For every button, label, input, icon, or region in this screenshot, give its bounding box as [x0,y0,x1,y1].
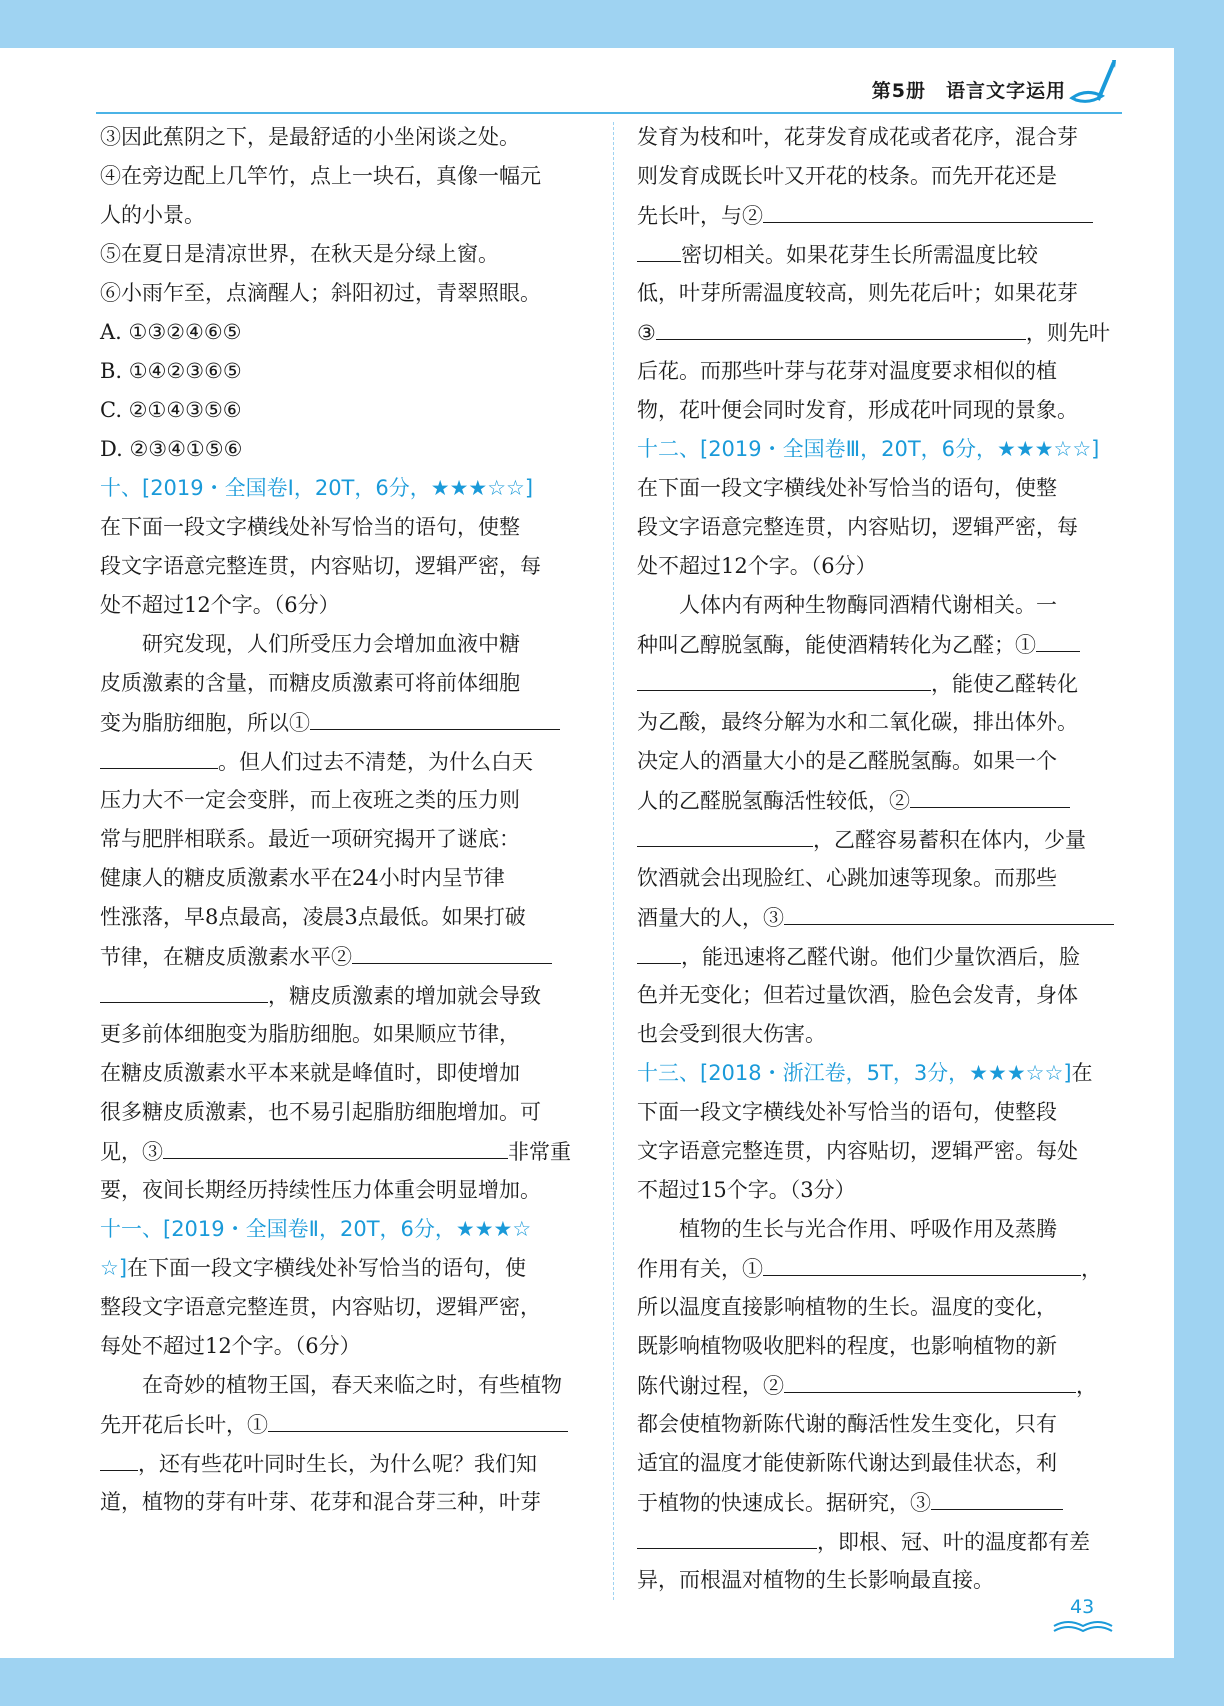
text-segment: ，乙醛容易蓄积在体内，少量 [813,828,1086,852]
text-line: 植物的生长与光合作用、呼吸作用及蒸腾 [679,1217,1057,1241]
answer-blank[interactable] [637,664,931,691]
text-line: 段文字语意完整连贯，内容贴切，逻辑严密，每 [100,554,541,578]
answer-blank[interactable] [656,313,1026,340]
text-line: 在下面一段文字横线处补写恰当的语句，使整 [637,476,1057,500]
text-line: 道，植物的芽有叶芽、花芽和混合芽三种，叶芽 [100,1490,541,1514]
text-line: 处不超过12个字。（6分） [637,554,877,578]
text-segment: ，则先叶 [1025,321,1110,345]
text-segment: ，还有些花叶同时生长，为什么呢？我们知 [138,1452,537,1476]
text-line: 决定人的酒量大小的是乙醛脱氢酶。如果一个 [637,749,1057,773]
answer-blank[interactable] [763,196,1093,223]
text-segment: 变为脂肪细胞，所以① [100,711,310,735]
answer-blank[interactable] [637,820,813,847]
question-11-heading-end: ☆] [100,1256,128,1280]
text-line: 在糖皮质激素水平本来就是峰值时，即使增加 [100,1061,520,1085]
left-column [100,118,586,1522]
text-segment: 先开花后长叶，① [100,1413,268,1437]
text-line: 段文字语意完整连贯，内容贴切，逻辑严密，每 [637,515,1078,539]
text-segment: 非常重 [508,1140,571,1164]
text-line: 不超过15个字。（3分） [637,1178,856,1202]
answer-blank[interactable] [100,742,218,769]
text-segment: 作用有关，① [637,1257,763,1281]
book-title: 第5册 语言文字运用 [871,80,1066,102]
text-line: ④在旁边配上几竿竹，点上一块石，真像一幅元 [100,164,541,188]
text-line: 健康人的糖皮质激素水平在24小时内呈节律 [100,866,505,890]
text-line: 在奇妙的植物王国，春天来临之时，有些植物 [142,1373,562,1397]
text-segment: 酒量大的人，③ [637,906,784,930]
text-line: 既影响植物吸收肥料的程度，也影响植物的新 [637,1334,1057,1358]
answer-blank[interactable] [637,1522,817,1549]
text-line: 皮质激素的含量，而糖皮质激素可将前体细胞 [100,671,520,695]
answer-blank[interactable] [784,1366,1076,1393]
pen-logo-icon [1068,58,1122,108]
text-segment: 于植物的快速成长。据研究，③ [637,1491,931,1515]
text-segment: ，能迅速将乙醛代谢。他们少量饮酒后，脸 [681,945,1080,969]
text-line: 处不超过12个字。（6分） [100,593,340,617]
text-line: 后花。而那些叶芽与花芽对温度要求相似的植 [637,359,1057,383]
option-b: B. ①④②③⑥⑤ [100,359,242,383]
text-line: 整段文字语意完整连贯，内容贴切，逻辑严密， [100,1295,541,1319]
page-number: 43 [1070,1596,1095,1618]
text-line: 压力大不一定会变胖，而上夜班之类的压力则 [100,788,520,812]
text-line: 人的小景。 [100,203,205,227]
answer-blank[interactable] [100,976,268,1003]
option-c: C. ②①④③⑤⑥ [100,398,242,422]
text-segment: ，糖皮质激素的增加就会导致 [268,984,541,1008]
text-line: 研究发现，人们所受压力会增加血液中糖 [142,632,520,656]
text-line: 适宜的温度才能使新陈代谢达到最佳状态，利 [637,1451,1057,1475]
text-line: 人体内有两种生物酶同酒精代谢相关。一 [679,593,1057,617]
text-segment: 在下面一段文字横线处补写恰当的语句，使 [127,1256,527,1280]
text-line: 也会受到很大伤害。 [637,1022,826,1046]
answer-blank[interactable] [1036,625,1080,652]
text-line: 发育为枝和叶，花芽发育成花或者花序，混合芽 [637,125,1078,149]
text-line: 色并无变化；但若过量饮酒，脸色会发青，身体 [637,983,1078,1007]
text-segment: 密切相关。如果花芽生长所需温度比较 [681,243,1038,267]
text-line: ⑤在夏日是清凉世界，在秋天是分绿上窗。 [100,242,499,266]
text-line: 饮酒就会出现脸红、心跳加速等现象。而那些 [637,866,1057,890]
text-line: 在下面一段文字横线处补写恰当的语句，使整 [100,515,520,539]
text-line: 更多前体细胞变为脂肪细胞。如果顺应节律， [100,1022,520,1046]
text-line: 所以温度直接影响植物的生长。温度的变化， [637,1295,1057,1319]
answer-blank[interactable] [352,937,552,964]
running-header [96,68,1122,114]
question-12-heading: 十二、[2019・全国卷Ⅲ，20T，6分，★★★☆☆] [637,437,1100,461]
text-segment: 陈代谢过程，② [637,1374,784,1398]
text-line: 异，而根温对植物的生长影响最直接。 [637,1568,994,1592]
text-segment: ，即根、冠、叶的温度都有差 [817,1530,1090,1554]
column-divider [613,122,614,1600]
text-line: 低，叶芽所需温度较高，则先花后叶；如果花芽 [637,281,1078,305]
right-column: 发育为枝和叶，花芽发育成花或者花序，混合芽 则发育成既长叶又开花的枝条。而先开花还是 先长叶，与② 密切相关。如果花芽生长所需温度比较 低，叶芽所需温度较高，则先花后叶；如果花芽 ③ ，则先叶 后花。而那些叶芽与花芽对温度要求相似的植 物，花叶便会同时发育，形成花叶同现的景象。 十二、[2019・全国卷Ⅲ，20T，6分，★★★☆☆] 在下面一段文字横线处补写恰当的语句，使整 段文字语意完整连贯，内容贴切，逻辑严密，每 处不超过12个字。（6分） 人体内有两种生物酶同酒精代谢相关。一 种叫乙醇脱氢酶，能使酒精转化为乙醛；① ，能使乙醛转化 为乙酸，最终分解为水和二氧化碳，排出体外。 决定人的酒量大小的是乙醛脱氢酶。如果一个 人的乙醛脱氢酶活性较低，② ，乙醛容易蓄积在体内，少量 饮酒就会出现脸红、心跳加速等现象。而那些 酒量大的人，③ ，能迅速将乙醛代谢。他们少量饮酒后，脸 色并无变化；但若过量饮酒，脸色会发青，身体 也会受到很大伤害。 十三、[2018・浙江卷，5T，3分，★★★☆☆]在 下面一段文字横线处补写恰当的语句，使整段 文字语意完整连贯，内容贴切，逻辑严密。每处 不超过15个字。（3分） 植物的生长与光合作用、呼吸作用及蒸腾 作用有关，① ， 所以温度直接影响植物的生长。温度的变化， 既影响植物吸收肥料的程度，也影响植物的新 陈代谢过程，② ， 都会使植物新陈代谢的酶活性发生变化，只有 适宜的温度才能使新陈代谢达到最佳状态，利 于植物的快速成长。据研究，③ ，即根、冠、叶的温度都有差 异，而根温对植物的生长影响最直接。 [637,118,1123,1600]
text-line: 性涨落，早8点最高，凌晨3点最低。如果打破 [100,905,526,929]
text-segment: 种叫乙醇脱氢酶，能使酒精转化为乙醛；① [637,633,1036,657]
question-13-heading: 十三、[2018・浙江卷，5T，3分，★★★☆☆] [637,1061,1072,1085]
question-11-heading: 十一、[2019・全国卷Ⅱ，20T，6分，★★★☆ [100,1217,532,1241]
text-segment: 见，③ [100,1140,163,1164]
answer-blank[interactable] [931,1483,1063,1510]
text-segment: 先长叶，与② [637,204,763,228]
question-10-heading: 十、[2019・全国卷Ⅰ，20T，6分，★★★☆☆] [100,476,534,500]
text-line: 很多糖皮质激素，也不易引起脂肪细胞增加。可 [100,1100,541,1124]
option-d: D. ②③④①⑤⑥ [100,437,243,461]
text-segment: 人的乙醛脱氢酶活性较低，② [637,789,910,813]
page [0,48,1174,1658]
text-line: ③因此蕉阴之下，是最舒适的小坐闲谈之处。 [100,125,520,149]
text-line: 物，花叶便会同时发育，形成花叶同现的景象。 [637,398,1078,422]
text-segment: 节律，在糖皮质激素水平② [100,945,352,969]
text-line: 下面一段文字横线处补写恰当的语句，使整段 [637,1100,1057,1124]
text-segment: 。但人们过去不清楚，为什么白天 [218,750,533,774]
text-line: 为乙酸，最终分解为水和二氧化碳，排出体外。 [637,710,1078,734]
answer-blank[interactable] [310,703,560,730]
text-line: ⑥小雨乍至，点滴醒人；斜阳初过，青翠照眼。 [100,281,541,305]
text-line: 常与肥胖相联系。最近一项研究揭开了谜底： [100,827,520,851]
text-line: 文字语意完整连贯，内容贴切，逻辑严密。每处 [637,1139,1078,1163]
text-line: 则发育成既长叶又开花的枝条。而先开花还是 [637,164,1057,188]
answer-blank[interactable] [637,937,681,964]
book-wave-icon [1052,1618,1114,1638]
option-a: A. ①③②④⑥⑤ [100,320,242,344]
answer-blank[interactable] [910,781,1070,808]
answer-blank[interactable] [268,1405,568,1432]
text-segment: ③ [637,321,656,345]
text-line: 都会使植物新陈代谢的酶活性发生变化，只有 [637,1412,1057,1436]
answer-blank[interactable] [100,1444,138,1471]
answer-blank[interactable] [763,1249,1081,1276]
text-segment: 在 [1071,1061,1093,1085]
text-line: 每处不超过12个字。（6分） [100,1334,361,1358]
answer-blank[interactable] [637,235,681,262]
text-segment: ，能使乙醛转化 [931,672,1078,696]
answer-blank[interactable] [784,898,1114,925]
answer-blank[interactable] [163,1132,508,1159]
text-line: 要，夜间长期经历持续性压力体重会明显增加。 [100,1178,541,1202]
